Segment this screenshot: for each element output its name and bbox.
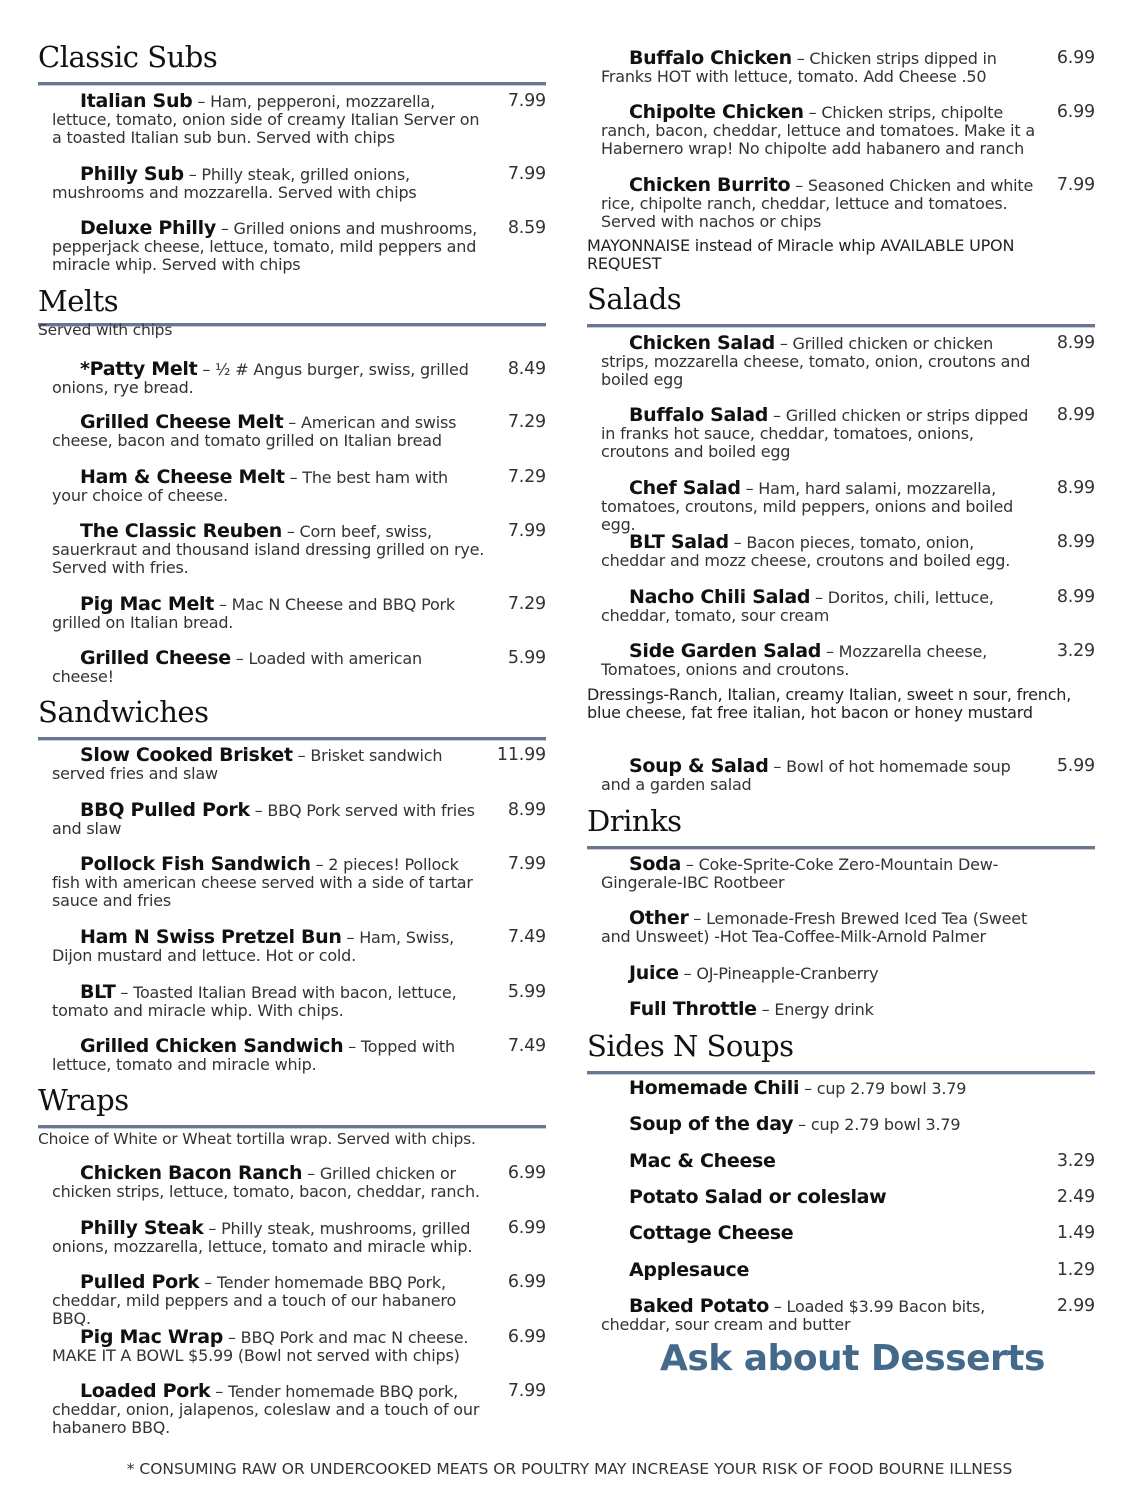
section-sandwiches	[38, 695, 546, 741]
item-description: Ham, Swiss, Dijon mustard and lettuce. Hot or cold.	[52, 928, 455, 965]
item-description: Grilled chicken or chicken strips, mozzarella cheese, tomato, onion, croutons and boiled egg	[601, 334, 1031, 389]
item-name: BBQ Pulled Pork	[80, 799, 250, 821]
item-price: 8.99	[1056, 333, 1095, 353]
item-description: Toasted Italian Bread with bacon, lettuce, tomato and miracle whip. With chips.	[52, 983, 457, 1020]
mayonnaise-note: MAYONNAISE instead of Miracle whip AVAILABLE UPON REQUEST	[587, 236, 1015, 273]
item-description: Philly steak, mushrooms, grilled onions, mozzarella, lettuce, tomato and miracle whip.	[52, 1219, 473, 1256]
menu-item: Slow Cooked Brisket – Brisket sandwich served fries and slaw 11.99	[52, 744, 546, 783]
item-price: 8.99	[1056, 532, 1095, 552]
section-divider	[38, 737, 546, 741]
item-name: Loaded Pork	[80, 1380, 211, 1402]
item-name: Soup & Salad	[629, 755, 769, 777]
item-price: 7.99	[507, 164, 546, 184]
item-price: 8.99	[1056, 587, 1095, 607]
item-price: 3.29	[1056, 641, 1095, 661]
item-price: 1.29	[1056, 1260, 1095, 1280]
menu-item: Ham & Cheese Melt – The best ham with your choice of cheese. 7.29	[52, 466, 546, 505]
item-description: Bacon pieces, tomato, onion, cheddar and mozz cheese, croutons and boiled egg.	[601, 533, 1011, 570]
section-divider	[38, 1125, 546, 1129]
item-price: 8.99	[507, 800, 546, 820]
item-description: Doritos, chili, lettuce, cheddar, tomato, sour cream	[601, 588, 994, 625]
item-description: Grilled chicken or strips dipped in franks hot sauce, cheddar, tomatoes, onions, croutons and boiled egg	[601, 406, 1029, 461]
menu-item: Buffalo Salad – Grilled chicken or strips dipped in franks hot sauce, cheddar, tomatoes, onions, croutons and boiled egg 8.99	[601, 404, 1095, 461]
item-name: Ham & Cheese Melt	[80, 466, 285, 488]
item-name: Soda	[629, 853, 681, 875]
item-description: Energy drink	[774, 1000, 874, 1019]
section-drinks	[587, 804, 1095, 850]
section-title: Salads	[587, 282, 682, 316]
item-price: 7.29	[507, 467, 546, 487]
item-description: Mozzarella cheese, Tomatoes, onions and croutons.	[601, 642, 987, 679]
menu-item: Homemade Chili – cup 2.79 bowl 3.79	[629, 1077, 967, 1099]
menu-item: Side Garden Salad – Mozzarella cheese, Tomatoes, onions and croutons. 3.29	[601, 640, 1095, 679]
item-name: BLT Salad	[629, 531, 729, 553]
item-price: 11.99	[496, 745, 546, 765]
item-description: Bowl of hot homemade soup and a garden salad	[601, 757, 1011, 794]
item-description: Topped with lettuce, tomato and miracle whip.	[52, 1037, 455, 1074]
menu-item: Soda – Coke-Sprite-Coke Zero-Mountain Dew-Gingerale-IBC Rootbeer	[601, 853, 999, 892]
item-name: Slow Cooked Brisket	[80, 744, 293, 766]
menu-item: Soup of the day – cup 2.79 bowl 3.79	[629, 1113, 961, 1135]
item-name: Homemade Chili	[629, 1077, 800, 1099]
item-name: Full Throttle	[629, 998, 757, 1020]
section-title: Wraps	[38, 1083, 129, 1117]
menu-item: Grilled Cheese – Loaded with american cheese! 5.99	[52, 647, 546, 686]
menu-item: Italian Sub – Ham, pepperoni, mozzarella, lettuce, tomato, onion side of creamy Italian Server on a toasted Italian sub bun. Served with chips 7.99	[52, 90, 546, 147]
item-price: 7.99	[507, 854, 546, 874]
item-name: Soup of the day	[629, 1113, 794, 1135]
item-price: 8.49	[507, 359, 546, 379]
item-description: Ham, hard salami, mozzarella, tomatoes, croutons, mild peppers, onions and boiled egg.	[601, 479, 1014, 534]
menu-item: Soup & Salad – Bowl of hot homemade soup and a garden salad 5.99	[601, 755, 1095, 794]
menu-item	[587, 1188, 1095, 1207]
item-description: Corn beef, swiss, sauerkraut and thousand island dressing grilled on rye. Served with fries.	[52, 522, 485, 577]
item-description: Loaded $3.99 Bacon bits, cheddar, sour cream and butter	[601, 1297, 985, 1334]
item-price: 6.99	[507, 1272, 546, 1292]
menu-item: Chicken Burrito – Seasoned Chicken and white rice, chipolte ranch, cheddar, lettuce and tomatoes. Served with nachos or chips 7.99	[601, 174, 1095, 231]
item-description: Lemonade-Fresh Brewed Iced Tea (Sweet and Unsweet) -Hot Tea-Coffee-Milk-Arnold Palmer	[601, 909, 1028, 946]
item-name: BLT	[80, 981, 116, 1003]
item-description: The best ham with your choice of cheese.	[52, 468, 448, 505]
menu-item: The Classic Reuben – Corn beef, swiss, sauerkraut and thousand island dressing grilled on rye. Served with fries. 7.99	[52, 520, 546, 577]
item-price: 5.99	[507, 982, 546, 1002]
item-price: 6.99	[507, 1327, 546, 1347]
item-description: Ham, pepperoni, mozzarella, lettuce, tomato, onion side of creamy Italian Server on a toasted Italian sub bun. Served with chips	[52, 92, 480, 147]
item-name: *Patty Melt	[80, 358, 198, 380]
item-description: BBQ Pork served with fries and slaw	[52, 801, 475, 838]
item-price: 7.99	[507, 1381, 546, 1401]
menu-item: Deluxe Philly – Grilled onions and mushrooms, pepperjack cheese, lettuce, tomato, mild peppers and miracle whip. Served with chips 8.59	[52, 217, 546, 274]
item-price: 2.49	[1056, 1187, 1095, 1207]
section-sides-soups	[587, 1029, 1095, 1075]
item-description: Chicken strips dipped in Franks HOT with lettuce, tomato. Add Cheese .50	[601, 49, 997, 86]
menu-item: BLT Salad – Bacon pieces, tomato, onion, cheddar and mozz cheese, croutons and boiled egg. 8.99	[601, 531, 1095, 570]
menu-item	[587, 1261, 1095, 1280]
menu-item: Pig Mac Wrap – BBQ Pork and mac N cheese. MAKE IT A BOWL $5.99 (Bowl not served with chips) 6.99	[52, 1326, 546, 1365]
item-description: Coke-Sprite-Coke Zero-Mountain Dew-Gingerale-IBC Rootbeer	[601, 855, 999, 892]
item-description: ½ # Angus burger, swiss, grilled onions, rye bread.	[52, 360, 469, 397]
item-description: Mac N Cheese and BBQ Pork grilled on Italian bread.	[52, 595, 456, 632]
section-note: Choice of White or Wheat tortilla wrap. Served with chips.	[38, 1130, 476, 1148]
item-price: 8.99	[1056, 478, 1095, 498]
item-name: Buffalo Chicken	[629, 47, 792, 69]
section-divider	[587, 324, 1095, 328]
menu-item: Pollock Fish Sandwich – 2 pieces! Pollock fish with american cheese served with a side of tartar sauce and fries 7.99	[52, 853, 546, 910]
item-name: Mac & Cheese	[629, 1150, 776, 1172]
item-price: 5.99	[507, 648, 546, 668]
item-name: Deluxe Philly	[80, 217, 216, 239]
item-name: Buffalo Salad	[629, 404, 769, 426]
item-name: Cottage Cheese	[629, 1222, 794, 1244]
item-name: Applesauce	[629, 1259, 750, 1281]
menu-item: Chicken Bacon Ranch – Grilled chicken or chicken strips, lettuce, tomato, bacon, cheddar, ranch. 6.99	[52, 1162, 546, 1201]
item-price: 6.99	[507, 1218, 546, 1238]
menu-item: *Patty Melt – ½ # Angus burger, swiss, grilled onions, rye bread. 8.49	[52, 358, 546, 397]
item-name: Chipolte Chicken	[629, 101, 804, 123]
item-name: Philly Steak	[80, 1217, 204, 1239]
menu-item: Pulled Pork – Tender homemade BBQ Pork, cheddar, mild peppers and a touch of our habanero BBQ. 6.99	[52, 1271, 546, 1328]
item-price: 6.99	[1056, 102, 1095, 122]
item-description: Seasoned Chicken and white rice, chipolte ranch, cheddar, lettuce and tomatoes. Served with nachos or chips	[601, 176, 1034, 231]
food-safety-disclaimer: * CONSUMING RAW OR UNDERCOOKED MEATS OR POULTRY MAY INCREASE YOUR RISK OF FOOD BOURNE ILLNESS	[126, 1460, 1013, 1478]
item-description: BBQ Pork and mac N cheese. MAKE IT A BOWL $5.99 (Bowl not served with chips)	[52, 1328, 469, 1365]
item-price: 8.59	[507, 218, 546, 238]
item-name: Pig Mac Wrap	[80, 1326, 224, 1348]
item-description: OJ-Pineapple-Cranberry	[696, 964, 879, 983]
item-name: Grilled Chicken Sandwich	[80, 1035, 344, 1057]
section-melts	[38, 284, 546, 339]
section-note: Served with chips	[38, 321, 173, 339]
section-classic-subs	[38, 40, 546, 86]
item-description: American and swiss cheese, bacon and tomato grilled on Italian bread	[52, 413, 457, 450]
item-name: Other	[629, 907, 689, 929]
item-price: 3.29	[1056, 1151, 1095, 1171]
item-description: Chicken strips, chipolte ranch, bacon, cheddar, lettuce and tomatoes. Make it a Habernero wrap! No chipolte add habanero and ranch	[601, 103, 1035, 158]
item-name: Philly Sub	[80, 163, 184, 185]
section-title: Classic Subs	[38, 40, 218, 74]
item-name: Pig Mac Melt	[80, 593, 215, 615]
item-name: Chicken Salad	[629, 332, 775, 354]
item-name: Chicken Bacon Ranch	[80, 1162, 303, 1184]
section-title: Drinks	[587, 804, 682, 838]
item-name: Pulled Pork	[80, 1271, 200, 1293]
item-name: Italian Sub	[80, 90, 193, 112]
menu-item: Full Throttle – Energy drink	[629, 998, 874, 1020]
section-wraps	[38, 1083, 546, 1148]
item-price: 7.99	[1056, 175, 1095, 195]
item-price: 7.29	[507, 412, 546, 432]
item-description: Tender homemade BBQ pork, cheddar, onion, jalapenos, coleslaw and a touch of our habanero BBQ.	[52, 1382, 480, 1437]
item-price: 7.99	[507, 521, 546, 541]
menu-item: BLT – Toasted Italian Bread with bacon, lettuce, tomato and miracle whip. With chips. 5.99	[52, 981, 546, 1020]
item-description: Brisket sandwich served fries and slaw	[52, 746, 443, 783]
menu-item: Philly Steak – Philly steak, mushrooms, grilled onions, mozzarella, lettuce, tomato and miracle whip. 6.99	[52, 1217, 546, 1256]
item-name: Juice	[629, 962, 679, 984]
menu-item: Buffalo Chicken – Chicken strips dipped in Franks HOT with lettuce, tomato. Add Cheese .50 6.99	[601, 47, 1095, 86]
menu-item: Baked Potato – Loaded $3.99 Bacon bits, cheddar, sour cream and butter 2.99	[601, 1295, 1095, 1334]
item-name: Side Garden Salad	[629, 640, 822, 662]
menu-item: Philly Sub – Philly steak, grilled onions, mushrooms and mozzarella. Served with chips 7.99	[52, 163, 546, 202]
item-price: 7.29	[507, 594, 546, 614]
item-description: cup 2.79 bowl 3.79	[810, 1115, 961, 1134]
item-price: 6.99	[1056, 48, 1095, 68]
menu-item	[587, 1224, 1095, 1243]
menu-item: Nacho Chili Salad – Doritos, chili, lettuce, cheddar, tomato, sour cream 8.99	[601, 586, 1095, 625]
menu-item: BBQ Pulled Pork – BBQ Pork served with fries and slaw 8.99	[52, 799, 546, 838]
item-description: cup 2.79 bowl 3.79	[816, 1079, 967, 1098]
section-divider	[587, 846, 1095, 850]
item-price: 7.49	[507, 1036, 546, 1056]
item-name: The Classic Reuben	[80, 520, 282, 542]
menu-item: Grilled Cheese Melt – American and swiss cheese, bacon and tomato grilled on Italian bread 7.29	[52, 411, 546, 450]
item-price: 7.49	[507, 927, 546, 947]
section-title: Sides N Soups	[587, 1029, 794, 1063]
item-price: 5.99	[1056, 756, 1095, 776]
dressings-note: Dressings-Ranch, Italian, creamy Italian, sweet n sour, french, blue cheese, fat free italian, hot bacon or honey mustard	[587, 685, 1072, 722]
section-title: Melts	[38, 284, 119, 318]
item-name: Nacho Chili Salad	[629, 586, 811, 608]
section-salads	[587, 282, 1095, 328]
menu-item: Chef Salad – Ham, hard salami, mozzarella, tomatoes, croutons, mild peppers, onions and boiled egg. 8.99	[601, 477, 1095, 534]
item-name: Baked Potato	[629, 1295, 769, 1317]
item-name: Chicken Burrito	[629, 174, 791, 196]
item-price: 1.49	[1056, 1223, 1095, 1243]
item-name: Grilled Cheese	[80, 647, 231, 669]
item-description: Grilled onions and mushrooms, pepperjack cheese, lettuce, tomato, mild peppers and miracle whip. Served with chips	[52, 219, 478, 274]
item-name: Grilled Cheese Melt	[80, 411, 284, 433]
menu-item	[587, 1152, 1095, 1171]
menu-item: Ham N Swiss Pretzel Bun – Ham, Swiss, Dijon mustard and lettuce. Hot or cold. 7.49	[52, 926, 546, 965]
desserts-callout: Ask about Desserts	[660, 1338, 1045, 1379]
item-name: Potato Salad or coleslaw	[629, 1186, 887, 1208]
section-title: Sandwiches	[38, 695, 209, 729]
item-price: 6.99	[507, 1163, 546, 1183]
item-description: 2 pieces! Pollock fish with american cheese served with a side of tartar sauce and fries	[52, 855, 473, 910]
menu-item: Other – Lemonade-Fresh Brewed Iced Tea (Sweet and Unsweet) -Hot Tea-Coffee-Milk-Arnold Palmer	[601, 907, 1028, 946]
menu-item: Grilled Chicken Sandwich – Topped with lettuce, tomato and miracle whip. 7.49	[52, 1035, 546, 1074]
menu-item: Pig Mac Melt – Mac N Cheese and BBQ Pork grilled on Italian bread. 7.29	[52, 593, 546, 632]
section-divider	[587, 1071, 1095, 1075]
item-description: Loaded with american cheese!	[52, 649, 422, 686]
item-name: Chef Salad	[629, 477, 741, 499]
section-divider	[38, 82, 546, 86]
menu-item: Loaded Pork – Tender homemade BBQ pork, cheddar, onion, jalapenos, coleslaw and a touch of our habanero BBQ. 7.99	[52, 1380, 546, 1437]
menu-item: Chicken Salad – Grilled chicken or chicken strips, mozzarella cheese, tomato, onion, croutons and boiled egg 8.99	[601, 332, 1095, 389]
item-description: Grilled chicken or chicken strips, lettuce, tomato, bacon, cheddar, ranch.	[52, 1164, 480, 1201]
menu-item: Juice – OJ-Pineapple-Cranberry	[629, 962, 879, 984]
item-name: Ham N Swiss Pretzel Bun	[80, 926, 342, 948]
item-price: 2.99	[1056, 1296, 1095, 1316]
item-price: 8.99	[1056, 405, 1095, 425]
item-name: Pollock Fish Sandwich	[80, 853, 311, 875]
item-price: 7.99	[507, 91, 546, 111]
menu-item: Chipolte Chicken – Chicken strips, chipolte ranch, bacon, cheddar, lettuce and tomatoes. Make it a Habernero wrap! No chipolte add habanero and ranch 6.99	[601, 101, 1095, 158]
item-description: Tender homemade BBQ Pork, cheddar, mild peppers and a touch of our habanero BBQ.	[52, 1273, 457, 1328]
item-description: Philly steak, grilled onions, mushrooms and mozzarella. Served with chips	[52, 165, 417, 202]
